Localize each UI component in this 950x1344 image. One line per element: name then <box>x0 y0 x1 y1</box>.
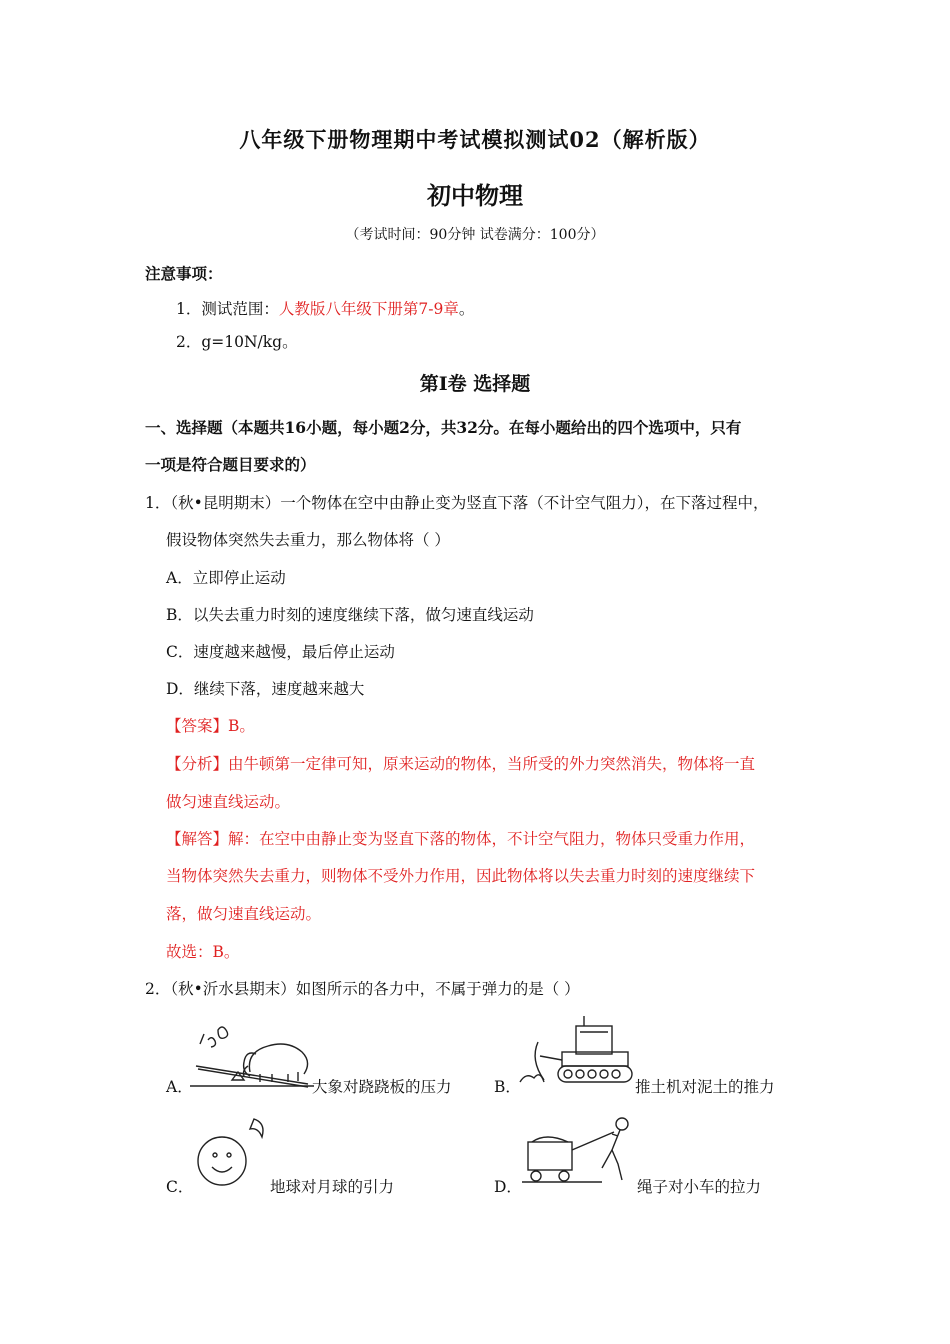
q1-stem-line1: 1．（秋•昆明期末）一个物体在空中由静止变为竖直下落（不计空气阻力），在下落过程中， <box>145 494 769 512</box>
q1-analysis-line1: 【分析】由牛顿第一定律可知，原来运动的物体，当所受的外力突然消失，物体将一直 <box>166 755 756 773</box>
q1-option-b: B．以失去重力时刻的速度继续下落，做匀速直线运动 <box>166 606 534 624</box>
q1-option-c: C．速度越来越慢，最后停止运动 <box>166 643 395 661</box>
q2-option-b-letter: B． <box>494 1078 521 1096</box>
section-title: 第Ⅰ卷 选择题 <box>419 373 531 395</box>
notes-item-1 <box>176 297 474 319</box>
q2-option-b-caption: 推土机对泥土的推力 <box>635 1078 775 1096</box>
q2-option-a-caption: 大象对跷跷板的压力 <box>312 1078 452 1096</box>
q1-option-d: D．继续下落，速度越来越大 <box>166 680 365 698</box>
notes-item-1-prefix: 1．测试范围： <box>176 300 279 318</box>
boy-pulling-cart-illustration <box>522 1110 640 1190</box>
q2-option-d-letter: D． <box>494 1178 522 1196</box>
notes-heading: 注意事项： <box>145 264 223 283</box>
q2-option-d-caption: 绳子对小车的拉力 <box>637 1178 762 1196</box>
test-scope: 人教版八年级下册第7-9章 <box>278 300 459 318</box>
part-instructions-line2: 一项是符合题目要求的） <box>145 455 316 474</box>
q1-analysis-line2: 做匀速直线运动。 <box>166 793 291 811</box>
q1-choice: 故选：B。 <box>166 943 240 961</box>
document-title: 八年级下册物理期中考试模拟测试02（解析版） <box>239 127 711 152</box>
q1-option-a: A．立即停止运动 <box>166 569 286 587</box>
subject-title: 初中物理 <box>427 181 523 210</box>
q1-answer: 【答案】B。 <box>166 717 255 735</box>
exam-info: （考试时间：90分钟 试卷满分：100分） <box>345 227 605 243</box>
q1-solution-line1: 【解答】解：在空中由静止变为竖直下落的物体，不计空气阻力，物体只受重力作用， <box>166 830 756 848</box>
q1-stem-line2: 假设物体突然失去重力，那么物体将（ ） <box>166 531 450 549</box>
q2-option-c-letter: C． <box>166 1178 194 1196</box>
elephant-seesaw-illustration <box>190 1022 315 1090</box>
notes-item-2: 2．g=10N/kg。 <box>176 333 298 351</box>
q2-option-c-caption: 地球对月球的引力 <box>270 1178 395 1196</box>
q1-solution-line2: 当物体突然失去重力，则物体不受外力作用，因此物体将以失去重力时刻的速度继续下 <box>166 867 756 885</box>
notes-item-1-suffix: 。 <box>458 300 475 318</box>
earth-moon-illustration <box>192 1115 272 1191</box>
bulldozer-illustration <box>518 1012 636 1088</box>
q2-stem: 2．（秋•沂水县期末）如图所示的各力中，不属于弹力的是（ ） <box>145 980 580 998</box>
part-instructions-line1: 一、选择题（本题共16小题，每小题2分，共32分。在每小题给出的四个选项中，只有 <box>145 418 742 437</box>
q1-solution-line3: 落，做匀速直线运动。 <box>166 905 322 923</box>
q2-option-a-letter: A． <box>166 1078 193 1096</box>
